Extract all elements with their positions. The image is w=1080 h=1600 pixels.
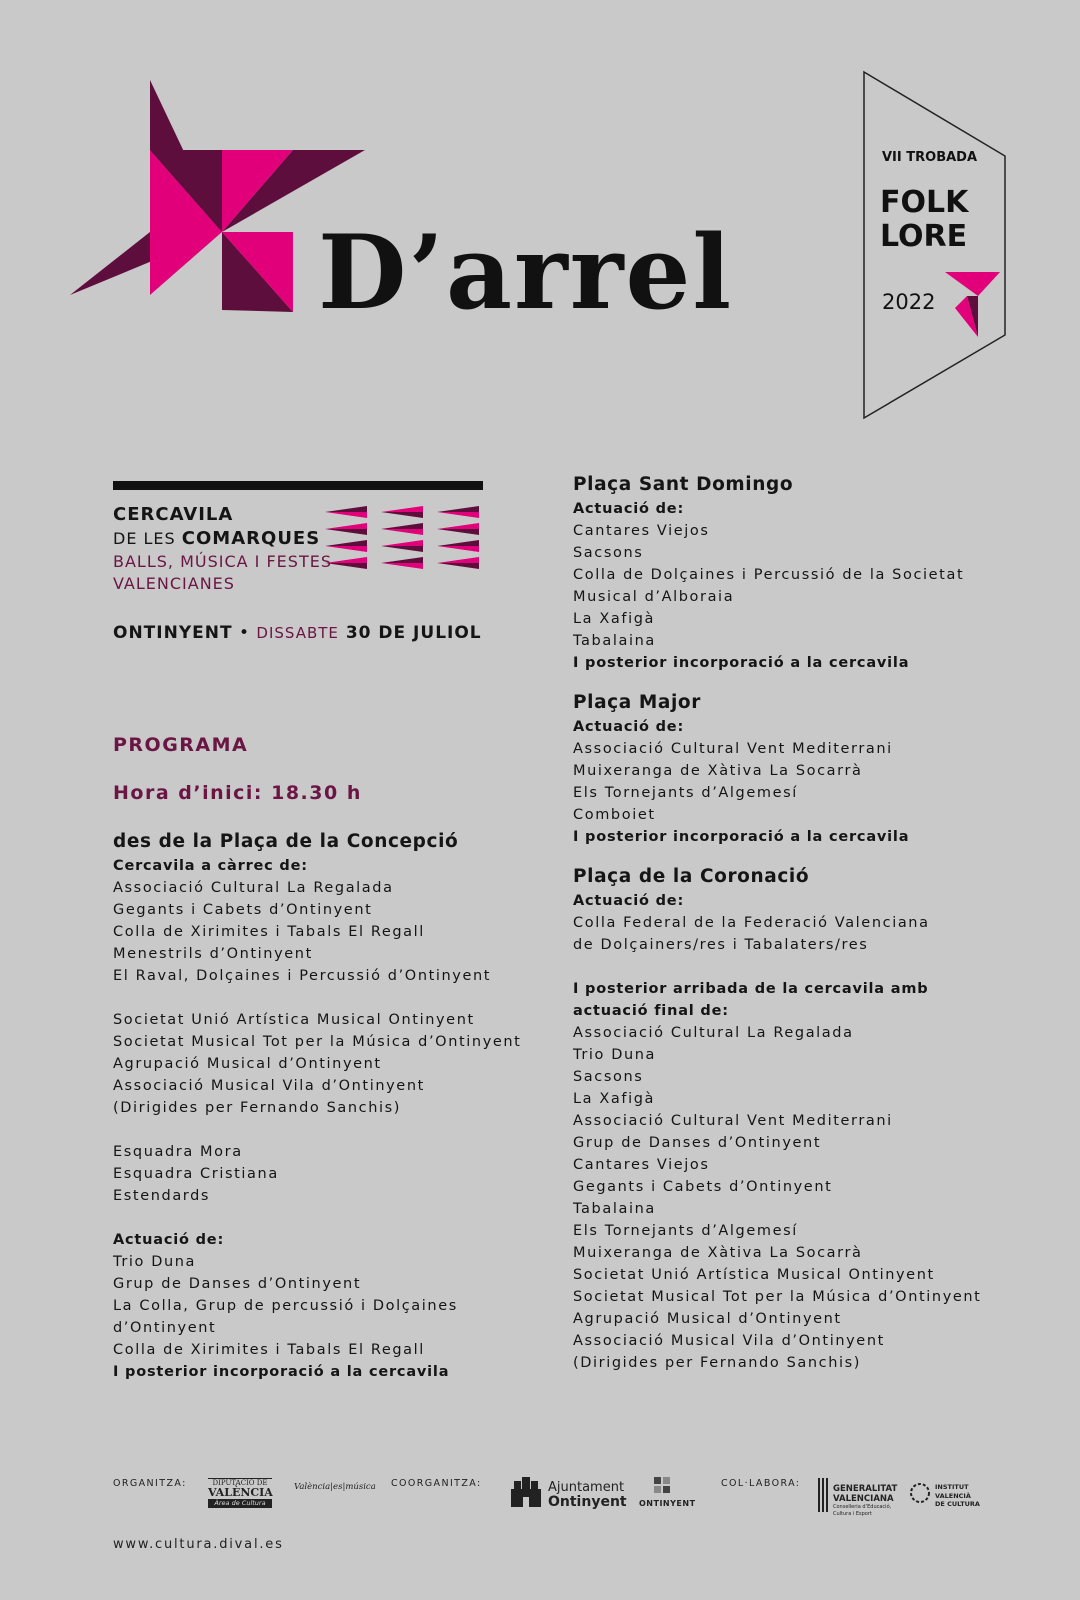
list-item: Sacsons (573, 545, 644, 561)
gva-line3: Conselleria d’Educació, (833, 1504, 892, 1510)
diputacio-logo (208, 1478, 272, 1508)
section-label: I posterior arribada de la cercavila amb (573, 981, 929, 997)
list-item: Associació Cultural Vent Mediterrani (573, 1113, 893, 1129)
subtitle-tagline (113, 551, 332, 595)
list-item: Colla de Dolçaines i Percussió de la Societat (573, 567, 965, 583)
list-item: Societat Unió Artística Musical Ontinyent (113, 1012, 475, 1028)
arrows-pattern-icon (325, 504, 485, 574)
ajuntament-line2: Ontinyent (548, 1494, 627, 1510)
list-item: Associació Cultural La Regalada (573, 1025, 854, 1041)
list-item: Muixeranga de Xàtiva La Socarrà (573, 1245, 863, 1261)
badge-edition: VII TROBADA (882, 150, 978, 165)
gva-logo (833, 1484, 897, 1518)
dateline-weekday: DISSABTE (256, 624, 339, 642)
closing-note: I posterior incorporació a la cercavila (573, 655, 910, 671)
subtitle-main: COMARQUES (181, 528, 321, 549)
badge-folklore (880, 186, 968, 254)
list-item: Esquadra Cristiana (113, 1166, 279, 1182)
list-item: d’Ontinyent (113, 1320, 217, 1336)
section-label: Cercavila a càrrec de: (113, 858, 308, 874)
list-item: Societat Unió Artística Musical Ontinyent (573, 1267, 935, 1283)
dateline-town: ONTINYENT (113, 623, 233, 643)
section-label: Actuació de: (573, 719, 685, 735)
organitza-label: ORGANITZA: (113, 1478, 187, 1489)
subtitle-line3: BALLS, MÚSICA I FESTES (113, 552, 332, 571)
gva-line4: Cultura i Esport (833, 1511, 872, 1517)
ajuntament-logo (548, 1481, 627, 1509)
section-label: Actuació de: (113, 1232, 225, 1248)
dateline-sep: • (232, 623, 257, 643)
list-item: Associació Cultural Vent Mediterrani (573, 741, 893, 757)
ivc-line1: INSTITUT (935, 1483, 969, 1491)
ivc-line2: VALENCIÀ (935, 1491, 971, 1500)
list-item: Els Tornejants d’Algemesí (573, 785, 798, 801)
list-item: Agrupació Musical d’Ontinyent (573, 1311, 842, 1327)
list-item: de Dolçainers/res i Tabalaters/res (573, 937, 869, 953)
heavy-divider (113, 481, 483, 490)
coorganitza-label: COORGANITZA: (391, 1478, 482, 1489)
ajuntament-line1: Ajuntament (548, 1480, 625, 1495)
list-item: Gegants i Cabets d’Ontinyent (573, 1179, 833, 1195)
list-item: Grup de Danses d’Ontinyent (113, 1276, 362, 1292)
list-item: Trio Duna (573, 1047, 657, 1063)
badge-line2: LORE (880, 219, 968, 254)
ajuntament-crest-icon (508, 1475, 544, 1509)
list-item: El Raval, Dolçaines i Percussió d’Ontinyent (113, 968, 492, 984)
collabora-label: COL·LABORA: (721, 1478, 801, 1489)
closing-note: I posterior incorporació a la cercavila (113, 1364, 450, 1380)
section-heading: des de la Plaça de la Concepció (113, 831, 459, 852)
list-item: Colla Federal de la Federació Valenciana (573, 915, 930, 931)
website-link[interactable]: www.cultura.dival.es (113, 1537, 284, 1552)
closing-note: I posterior incorporació a la cercavila (573, 829, 910, 845)
gva-line2: VALENCIANA (833, 1494, 894, 1504)
list-item: Colla de Xirimites i Tabals El Regall (113, 924, 425, 940)
section-label: Actuació de: (573, 501, 685, 517)
list-item: Trio Duna (113, 1254, 197, 1270)
section-label: actuació final de: (573, 1003, 729, 1019)
list-item: Grup de Danses d’Ontinyent (573, 1135, 822, 1151)
section-heading: Plaça de la Coronació (573, 866, 810, 887)
badge-mark-icon (945, 272, 1000, 342)
list-item: Agrupació Musical d’Ontinyent (113, 1056, 382, 1072)
subtitle-line2 (113, 528, 320, 549)
list-item: La Xafigà (573, 611, 656, 627)
list-item: (Dirigides per Fernando Sanchis) (573, 1355, 862, 1371)
list-item: (Dirigides per Fernando Sanchis) (113, 1100, 402, 1116)
list-item: Associació Musical Vila d’Ontinyent (573, 1333, 885, 1349)
list-item: Comboiet (573, 807, 656, 823)
valencia-musica-logo: València|es|música (294, 1482, 376, 1492)
left-program-column (113, 829, 543, 1383)
list-item: Esquadra Mora (113, 1144, 243, 1160)
list-item: Societat Musical Tot per la Música d’Ontinyent (113, 1034, 522, 1050)
section-heading: Plaça Sant Domingo (573, 474, 794, 495)
list-item: Musical d’Alboraia (573, 589, 735, 605)
list-item: Cantares Viejos (573, 523, 710, 539)
ivc-line3: DE CULTURA (935, 1500, 980, 1508)
gva-stripes-icon (817, 1478, 829, 1512)
list-item: Gegants i Cabets d’Ontinyent (113, 902, 373, 918)
list-item: Cantares Viejos (573, 1157, 710, 1173)
list-item: Els Tornejants d’Algemesí (573, 1223, 798, 1239)
badge-line1: FOLK (880, 185, 969, 220)
list-item: Menestrils d’Ontinyent (113, 946, 313, 962)
list-item: La Xafigà (573, 1091, 656, 1107)
list-item: Colla de Xirimites i Tabals El Regall (113, 1342, 425, 1358)
dipu-line3: Àrea de Cultura (208, 1499, 272, 1508)
right-program-column (573, 472, 1013, 1374)
list-item: Associació Musical Vila d’Ontinyent (113, 1078, 425, 1094)
section-label: Actuació de: (573, 893, 685, 909)
ivc-circle-icon (909, 1482, 931, 1504)
list-item: Sacsons (573, 1069, 644, 1085)
dateline-date: 30 DE JULIOL (338, 623, 482, 643)
ontinyent-mark-icon (652, 1475, 672, 1495)
list-item: Associació Cultural La Regalada (113, 880, 394, 896)
logo-title: D’arrel (318, 213, 734, 333)
dipu-line2: VALÈNCIA (208, 1486, 273, 1499)
section-heading: Plaça Major (573, 692, 701, 713)
gva-line1: GENERALITAT (833, 1484, 898, 1494)
badge-year: 2022 (882, 290, 936, 314)
dateline (113, 623, 482, 643)
programa-label: PROGRAMA (113, 734, 249, 756)
subtitle-prefix: DE LES (113, 529, 176, 548)
list-item: Societat Musical Tot per la Música d’Ontinyent (573, 1289, 982, 1305)
list-item: La Colla, Grup de percussió i Dolçaines (113, 1298, 458, 1314)
list-item: Muixeranga de Xàtiva La Socarrà (573, 763, 863, 779)
subtitle-line4: VALENCIANES (113, 574, 235, 593)
list-item: Tabalaina (573, 1201, 656, 1217)
dipu-line1: DIPUTACIÓ DE (208, 1478, 272, 1487)
list-item: Estendards (113, 1188, 211, 1204)
list-item: Tabalaina (573, 633, 656, 649)
ivc-logo (935, 1483, 980, 1509)
subtitle-line1: CERCAVILA (113, 504, 234, 525)
start-time: Hora d’inici: 18.30 h (113, 782, 362, 804)
ontinyent-logo: ONTINYENT (639, 1499, 696, 1508)
